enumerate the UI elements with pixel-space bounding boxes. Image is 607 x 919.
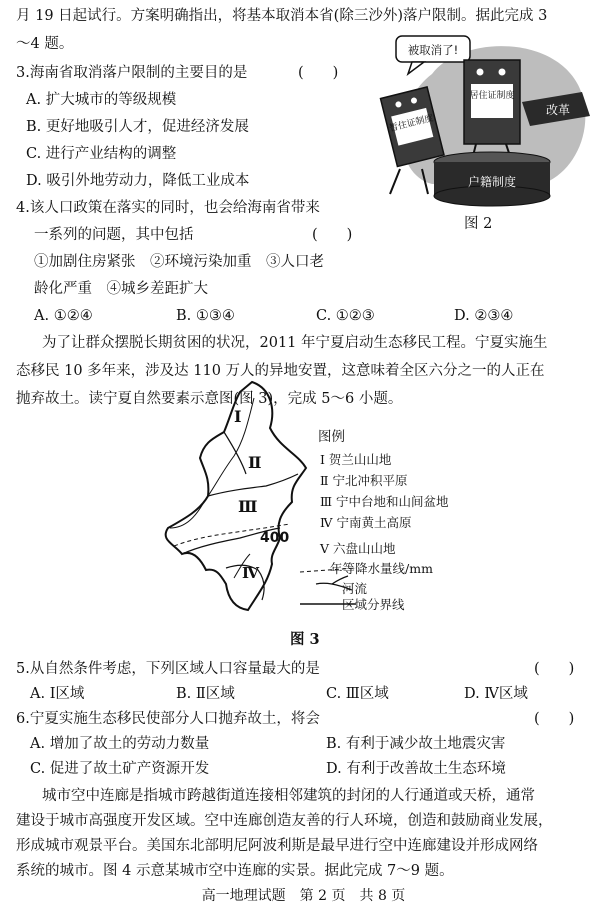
intro-line-2: ～4 题。 <box>16 36 74 52</box>
q4-stem-1: 4.该人口政策在落实的同时，也会给海南省带来 <box>16 200 320 216</box>
legend-item-5: Ⅴ 六盘山山地 <box>320 541 396 556</box>
q4-stem-2: 一系列的问题，其中包括 <box>34 227 194 243</box>
q6-stem: 6.宁夏实施生态移民使部分人口抛弃故土，将会 <box>16 711 320 727</box>
drum-label: 户籍制度 <box>467 175 517 189</box>
q3-option-d: D. 吸引外地劳动力，降低工业成本 <box>26 173 250 189</box>
q5-option-c: C. Ⅲ区域 <box>326 686 389 702</box>
passage2-line-1: 为了让群众摆脱长期贫困的状况，2011 年宁夏启动生态移民工程。宁夏实施生 <box>42 335 548 351</box>
q4-items-2: 龄化严重 ④城乡差距扩大 <box>34 281 208 297</box>
line-legend-river: 河流 <box>342 581 368 596</box>
q4-option-c: C. ①②③ <box>316 308 375 324</box>
figure-2-caption: 图 2 <box>464 216 493 232</box>
region-label-3: Ⅲ <box>238 497 258 516</box>
legend-item-4: Ⅳ 宁南黄土高原 <box>320 515 412 530</box>
q3-paren: ( ) <box>298 65 339 81</box>
figure-3-caption: 图 3 <box>290 631 320 648</box>
passage3-line-1: 城市空中连廊是指城市跨越街道连接相邻建筑的封闭的人行通道或天桥，通常 <box>42 788 535 804</box>
q6-option-a: A. 增加了故土的劳动力数量 <box>30 736 210 752</box>
q4-option-a: A. ①②④ <box>34 308 93 324</box>
q4-option-b: B. ①③④ <box>176 308 235 324</box>
q5-option-b: B. Ⅱ区域 <box>176 686 235 702</box>
q6-option-b: B. 有利于减少故土地震灾害 <box>326 736 506 752</box>
q5-paren: ( ) <box>534 661 575 677</box>
q6-option-c: C. 促进了故土矿产资源开发 <box>30 761 210 777</box>
line-legend-isohyet: 年等降水量线/mm <box>330 561 433 576</box>
page-footer: 高一地理试题 第 2 页 共 8 页 <box>201 888 406 904</box>
bubble-text: 被取消了! <box>407 43 459 57</box>
q4-paren: ( ) <box>312 227 353 243</box>
region-label-2: Ⅱ <box>248 453 262 472</box>
card2-label: 居住证制度 <box>469 91 515 101</box>
isohyet-400-label: 400 <box>260 530 290 546</box>
q5-option-a: A. Ⅰ区域 <box>30 686 85 702</box>
legend-item-1: Ⅰ 贺兰山山地 <box>320 452 392 467</box>
passage2-line-3: 抛弃故土。读宁夏自然要素示意图(图 3)，完成 5～6 小题。 <box>16 391 403 407</box>
legend-item-2: Ⅱ 宁北冲积平原 <box>320 473 408 488</box>
card1-label: 暂住证制度 <box>388 113 435 135</box>
line-legend-boundary: 区域分界线 <box>342 597 405 612</box>
q6-option-d: D. 有利于改善故土生态环境 <box>326 761 506 777</box>
q5-stem: 5.从自然条件考虑，下列区域人口容量最大的是 <box>16 661 320 677</box>
q5-option-d: D. Ⅳ区域 <box>464 686 528 702</box>
passage2-line-2: 态移民 10 多年来，涉及达 110 万人的异地安置，这意味着全区六分之一的人正在 <box>16 363 545 379</box>
passage3-line-3: 形成城市观景平台。美国东北部明尼阿波利斯是最早进行空中连廊建设并形成网络 <box>16 838 538 854</box>
legend-title: 图例 <box>318 429 345 445</box>
legend-item-3: Ⅲ 宁中台地和山间盆地 <box>320 494 449 509</box>
q3-stem: 3.海南省取消落户限制的主要目的是 <box>16 65 248 81</box>
intro-line-1: 月 19 日起试行。方案明确指出，将基本取消本省(除三沙外)落户限制。据此完成 3 <box>16 8 548 24</box>
region-label-1: Ⅰ <box>234 407 242 426</box>
q4-items-1: ①加剧住房紧张 ②环境污染加重 ③人口老 <box>34 254 324 270</box>
q6-paren: ( ) <box>534 711 575 727</box>
q3-option-b: B. 更好地吸引人才，促进经济发展 <box>26 119 249 135</box>
q4-option-d: D. ②③④ <box>454 308 514 324</box>
q3-option-a: A. 扩大城市的等级规模 <box>26 92 177 108</box>
reform-label: 改革 <box>545 103 571 117</box>
q3-option-c: C. 进行产业结构的调整 <box>26 146 177 162</box>
passage3-line-4: 系统的城市。图 4 示意某城市空中连廊的实景。据此完成 7～9 题。 <box>16 863 454 879</box>
figure-2-cartoon <box>372 34 594 212</box>
region-label-4: Ⅳ <box>242 564 260 582</box>
passage3-line-2: 建设于城市高强度开发区域。空中连廊创造友善的行人环境，创造和鼓励商业发展， <box>16 813 553 829</box>
